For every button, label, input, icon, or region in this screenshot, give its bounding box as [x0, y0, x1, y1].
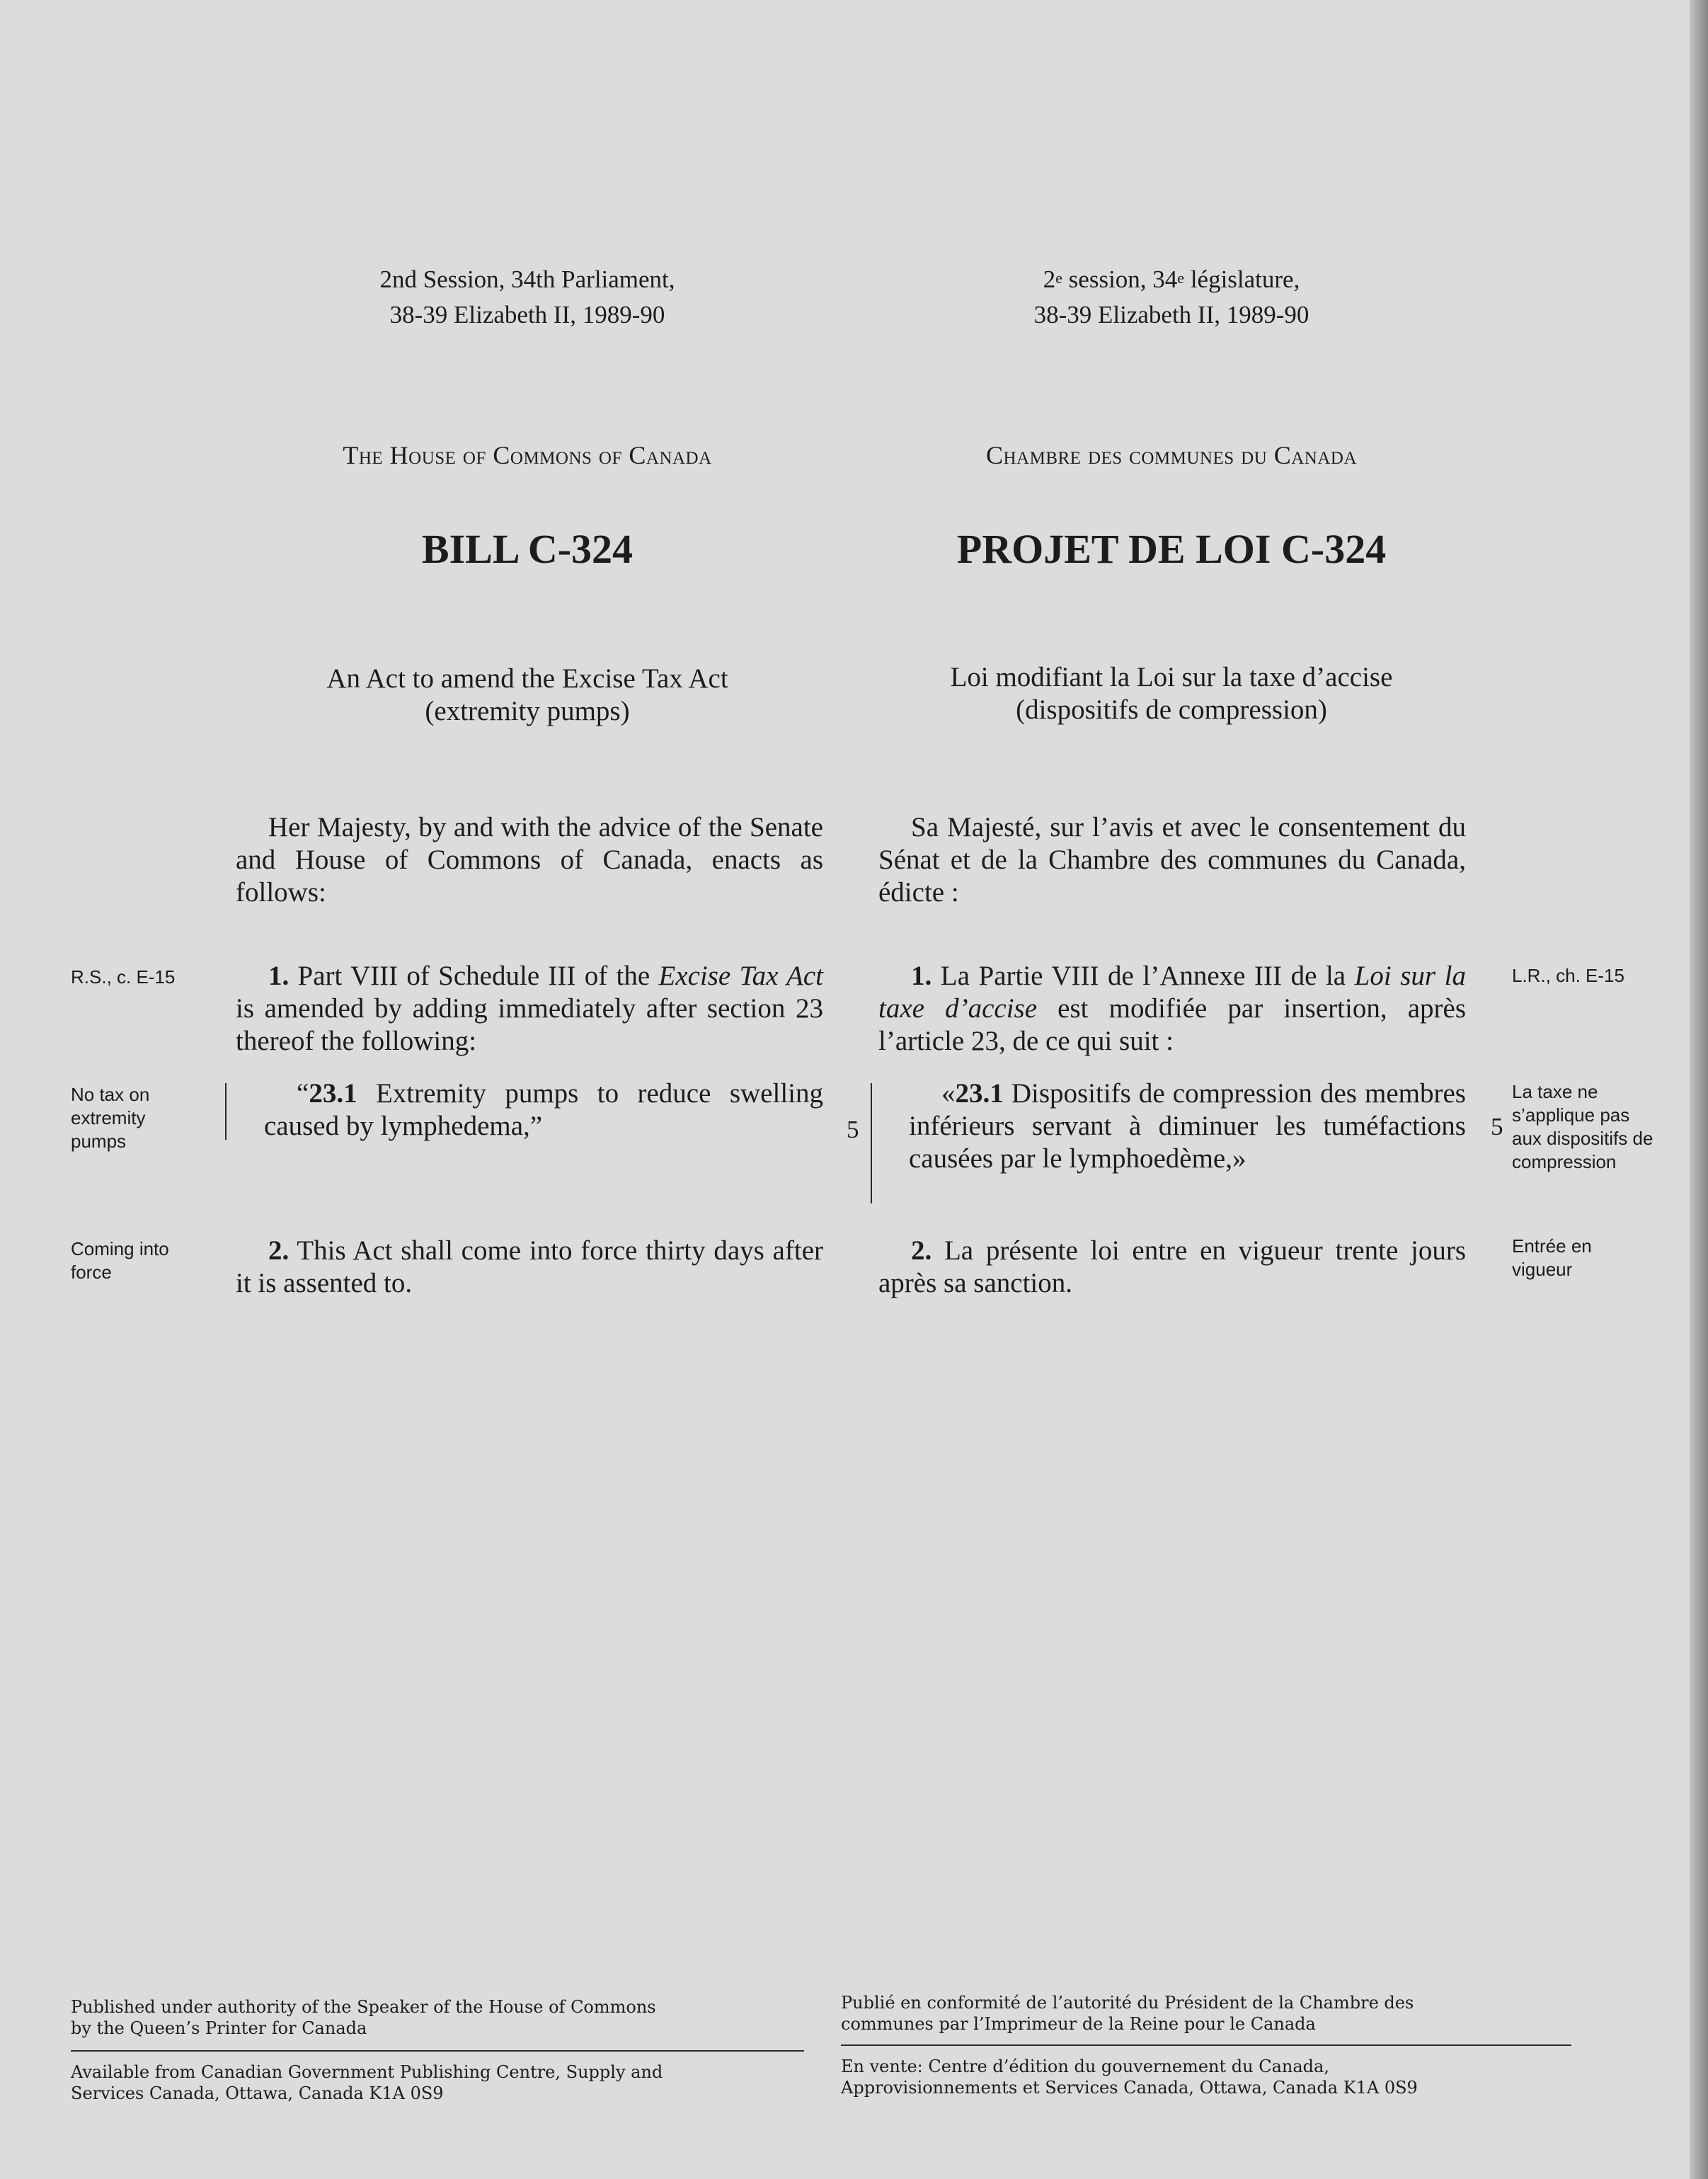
fr-act-title	[878, 661, 1465, 726]
en-marginal-note-1: R.S., c. E-15	[71, 966, 176, 988]
en-section-23-1-text: Extremity pumps to reduce swelling caused by lymphedema,”	[264, 1078, 823, 1141]
fr-session-sup-a: e	[1055, 269, 1062, 287]
fr-section-1-act-name: Loi sur la taxe d’accise	[878, 961, 1467, 1024]
en-session-line-1: 2nd Session, 34th Parliament,	[379, 265, 675, 293]
en-published-line-1: Published under authority of the Speaker of the House of Commons	[71, 1997, 656, 2017]
fr-marginal-note-1: L.R., ch. E-15	[1512, 965, 1624, 986]
fr-enacting-clause	[878, 811, 1466, 909]
fr-section-2-number: 2.	[911, 1235, 932, 1266]
en-act-title-line-1: An Act to amend the Excise Tax Act	[326, 663, 728, 694]
en-section-1-number: 1.	[268, 961, 290, 991]
fr-section-23-1-text: Dispositifs de compression des membres inférieurs servant à diminuer les tuméfactions causées par le lymphoedème,»	[909, 1078, 1466, 1174]
en-section-1	[236, 960, 823, 1058]
en-act-title	[234, 663, 821, 728]
en-marginal-note-2: Coming into force	[71, 1238, 169, 1283]
page-edge	[1690, 0, 1708, 2179]
en-footer-available	[71, 2061, 807, 2104]
en-section-23-1-number: 23.1	[309, 1078, 357, 1109]
en-session-info	[234, 262, 821, 333]
fr-available-line-2: Approvisionnements et Services Canada, Ottawa, Canada K1A 0S9	[841, 2078, 1418, 2098]
fr-section-1-number: 1.	[911, 961, 932, 991]
en-section-2-text: This Act shall come into force thirty days after it is assented to.	[236, 1235, 823, 1298]
fr-act-title-line-1: Loi modifiant la Loi sur la taxe d’accise	[950, 662, 1393, 692]
fr-section-23-1-number: 23.1	[955, 1078, 1004, 1109]
fr-marginal-note-2: Entrée en vigueur	[1512, 1235, 1592, 1280]
fr-session-sup-b: e	[1177, 269, 1185, 287]
fr-published-line-2: communes par l’Imprimeur de la Reine pour le Canada	[841, 2014, 1316, 2034]
en-marginal-note-23-1: No tax on extremity pumps	[71, 1084, 150, 1152]
line-number-left: 5	[847, 1116, 859, 1143]
line-number-right: 5	[1491, 1113, 1503, 1140]
en-act-title-line-2: (extremity pumps)	[425, 696, 630, 726]
en-section-2	[236, 1235, 823, 1300]
fr-session-line-1	[878, 262, 1465, 297]
fr-section-23-1	[909, 1077, 1466, 1175]
en-section-2-number: 2.	[268, 1235, 290, 1266]
en-footer-published	[71, 1996, 807, 2039]
fr-footer-available	[841, 2056, 1577, 2098]
fr-preamble-text: Sa Majesté, sur l’avis et avec le consentement du Sénat et de la Chambre des communes du Canada, édicte :	[878, 812, 1466, 908]
fr-session-part-b: session, 34	[1062, 265, 1178, 293]
en-available-line-1: Available from Canadian Government Publishing Centre, Supply and	[71, 2062, 663, 2082]
fr-session-part-a: 2	[1043, 265, 1056, 293]
en-session-line-2: 38-39 Elizabeth II, 1989-90	[389, 301, 665, 328]
fr-footer-published	[841, 1992, 1577, 2035]
fr-published-line-1: Publié en conformité de l’autorité du Président de la Chambre des	[841, 1993, 1414, 2013]
en-footer-rule	[71, 2050, 804, 2052]
fr-section-2-text: La présente loi entre en vigueur trente jours après sa sanction.	[878, 1235, 1466, 1298]
fr-session-line-2: 38-39 Elizabeth II, 1989-90	[1033, 301, 1309, 328]
fr-amendment-bar	[871, 1083, 872, 1203]
fr-session-info	[878, 262, 1465, 333]
en-open-quote: “	[297, 1078, 309, 1109]
en-section-1-text-b: is amended by adding immediately after section 23 thereof the following:	[236, 993, 823, 1056]
fr-section-1-text-b: est modifiée par insertion, après l’article 23, de ce qui suit :	[878, 993, 1466, 1056]
en-available-line-2: Services Canada, Ottawa, Canada K1A 0S9	[71, 2083, 444, 2103]
en-published-line-2: by the Queen’s Printer for Canada	[71, 2018, 367, 2038]
en-bill-number: BILL C-324	[421, 526, 634, 572]
en-enacting-clause	[236, 811, 823, 909]
fr-act-title-line-2: (dispositifs de compression)	[1016, 694, 1327, 725]
fr-available-line-1: En vente: Centre d’édition du gouvernement du Canada,	[841, 2057, 1329, 2076]
en-section-1-act-name: Excise Tax Act	[658, 961, 823, 991]
en-section-23-1	[264, 1077, 823, 1143]
fr-open-quote: «	[941, 1078, 956, 1109]
fr-session-part-c: législature,	[1184, 265, 1300, 293]
fr-footer-rule	[841, 2044, 1571, 2046]
en-amendment-bar	[225, 1083, 227, 1140]
en-preamble-text: Her Majesty, by and with the advice of the Senate and House of Commons of Canada, enacts as follows:	[236, 812, 823, 908]
fr-house-name: Chambre des communes du Canada	[985, 441, 1358, 469]
fr-bill-number: PROJET DE LOI C-324	[956, 526, 1387, 572]
en-section-1-text-a: Part VIII of Schedule III of the	[289, 961, 659, 991]
fr-section-1-text-a: La Partie VIII de l’Annexe III de la	[932, 961, 1355, 991]
fr-section-2	[878, 1235, 1466, 1300]
fr-section-1	[878, 960, 1466, 1058]
en-house-name: The House of Commons of Canada	[343, 441, 712, 469]
fr-marginal-note-23-1: La taxe ne s’applique pas aux dispositifs de compression	[1512, 1081, 1653, 1172]
